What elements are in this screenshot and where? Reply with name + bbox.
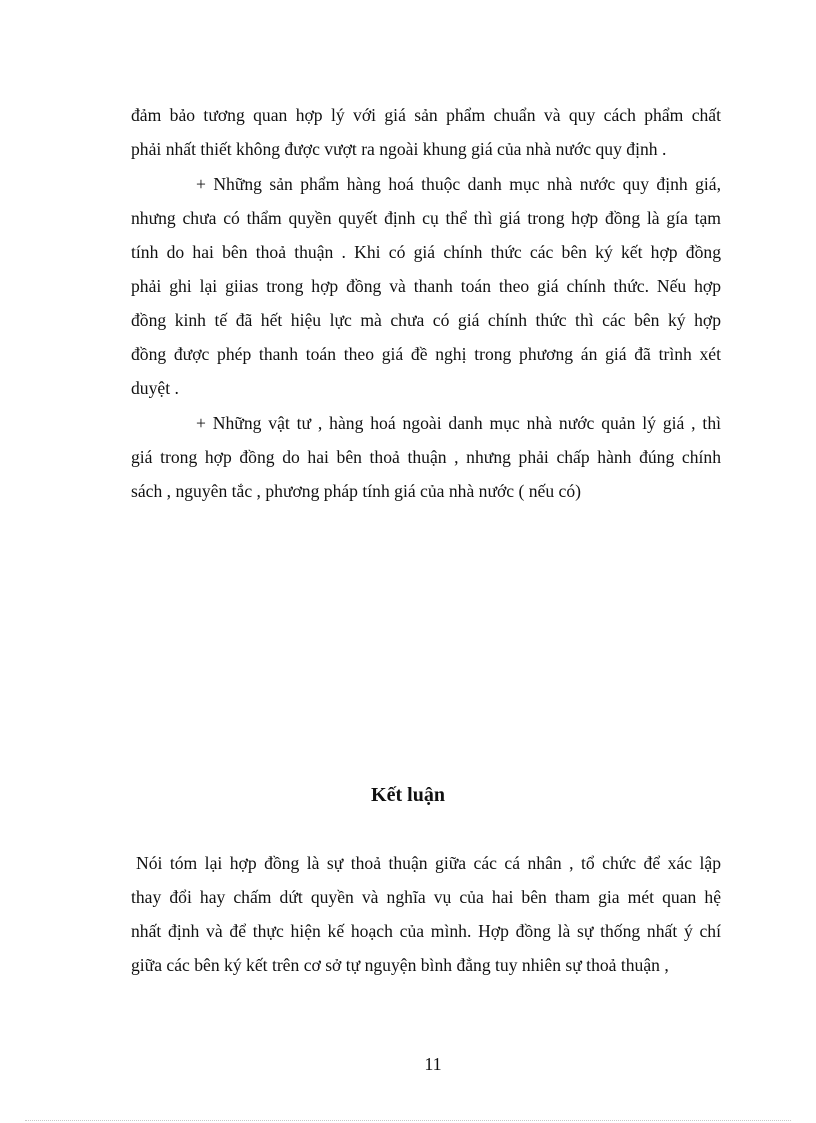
conclusion-line: nhất định và để thực hiện kế hoạch của mình. Hợp đồng là sự thống nhất ý chí — [131, 921, 721, 941]
body-line: đồng kinh tế đã hết hiệu lực mà chưa có giá chính thức thì các bên ký hợp — [131, 310, 721, 330]
body-line: + Những sản phẩm hàng hoá thuộc danh mục nhà nước quy định giá, — [196, 174, 721, 194]
conclusion-line: Nói tóm lại hợp đồng là sự thoả thuận giữa các cá nhân , tổ chức để xác lập — [136, 853, 721, 873]
body-line: sách , nguyên tắc , phương pháp tính giá của nhà nước ( nếu có) — [131, 481, 582, 501]
page-bottom-divider — [25, 1120, 791, 1121]
page-number: 11 — [424, 1054, 442, 1074]
body-line: đảm bảo tương quan hợp lý với giá sản phẩm chuẩn và quy cách phẩm chất — [131, 105, 721, 125]
body-line: + Những vật tư , hàng hoá ngoài danh mục nhà nước quản lý giá , thì — [196, 413, 721, 433]
body-line: nhưng chưa có thẩm quyền quyết định cụ thể thì giá trong hợp đồng là gía tạm — [131, 208, 721, 228]
body-line: phải nhất thiết không được vượt ra ngoài khung giá của nhà nước quy định . — [131, 139, 667, 159]
conclusion-line: giữa các bên ký kết trên cơ sở tự nguyện bình đẳng tuy nhiên sự thoả thuận , — [131, 955, 669, 975]
body-line: giá trong hợp đồng do hai bên thoả thuận , nhưng phải chấp hành đúng chính — [131, 447, 721, 467]
body-line: tính do hai bên thoả thuận . Khi có giá chính thức các bên ký kết hợp đồng — [131, 242, 721, 262]
section-heading: Kết luận — [371, 784, 445, 806]
body-line: đồng được phép thanh toán theo giá đề nghị trong phương án giá đã trình xét — [131, 344, 721, 364]
body-line: duyệt . — [131, 378, 179, 398]
body-line: phải ghi lại giias trong hợp đồng và thanh toán theo giá chính thức. Nếu hợp — [131, 276, 721, 296]
conclusion-line: thay đổi hay chấm dứt quyền và nghĩa vụ của hai bên tham gia mét quan hệ — [131, 887, 721, 907]
